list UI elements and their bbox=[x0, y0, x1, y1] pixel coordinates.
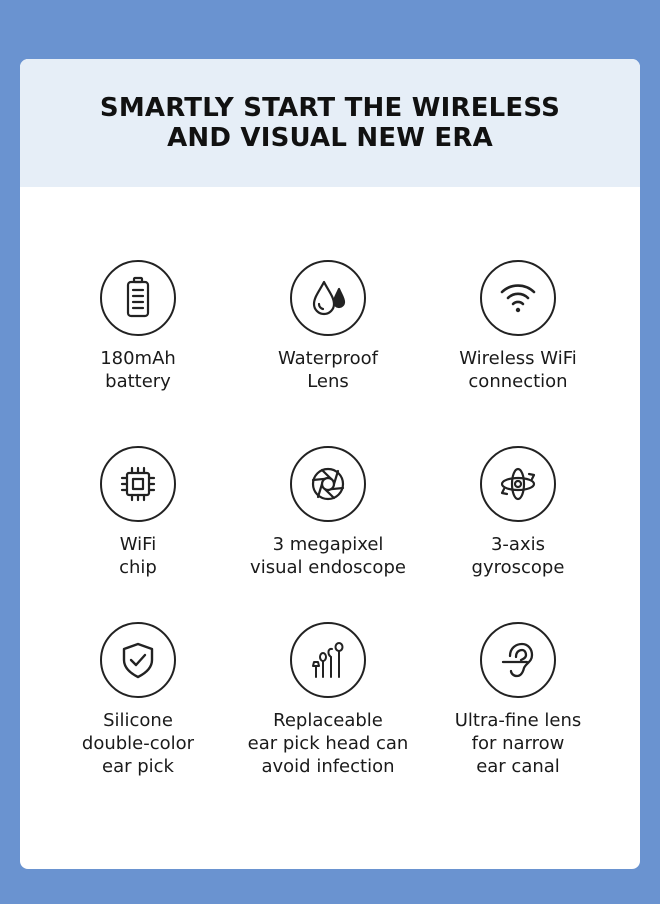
feature-silicone bbox=[38, 622, 238, 778]
aperture-icon bbox=[290, 446, 366, 522]
feature-wifi bbox=[418, 260, 618, 393]
battery-icon bbox=[100, 260, 176, 336]
feature-label: 3-axis gyroscope bbox=[471, 534, 565, 578]
page-title bbox=[100, 93, 560, 153]
feature-replaceable bbox=[228, 622, 428, 778]
feature-label: Wireless WiFi connection bbox=[459, 348, 577, 392]
feature-card bbox=[20, 59, 640, 869]
feature-gyroscope bbox=[418, 446, 618, 579]
ear-pick-heads-icon bbox=[290, 622, 366, 698]
feature-label: WiFi chip bbox=[119, 534, 157, 578]
title-line-2: AND VISUAL NEW ERA bbox=[167, 123, 493, 153]
wifi-icon bbox=[480, 260, 556, 336]
shield-check-icon bbox=[100, 622, 176, 698]
feature-label: Waterproof Lens bbox=[277, 348, 378, 392]
feature-ultra-fine-lens bbox=[418, 622, 618, 778]
water-drop-icon bbox=[290, 260, 366, 336]
feature-battery bbox=[38, 260, 238, 393]
ear-icon bbox=[480, 622, 556, 698]
feature-label: 180mAh battery bbox=[100, 348, 176, 392]
header-band bbox=[20, 59, 640, 187]
feature-chip bbox=[38, 446, 238, 579]
feature-label: Ultra-fine lens for narrow ear canal bbox=[454, 710, 582, 777]
feature-waterproof bbox=[228, 260, 428, 393]
title-line-1: SMARTLY START THE WIRELESS bbox=[99, 93, 561, 123]
feature-camera bbox=[228, 446, 428, 579]
gyroscope-icon bbox=[480, 446, 556, 522]
chip-icon bbox=[100, 446, 176, 522]
feature-label: Replaceable ear pick head can avoid infection bbox=[247, 710, 409, 777]
feature-label: 3 megapixel visual endoscope bbox=[250, 534, 406, 578]
feature-label: Silicone double-color ear pick bbox=[81, 710, 195, 777]
